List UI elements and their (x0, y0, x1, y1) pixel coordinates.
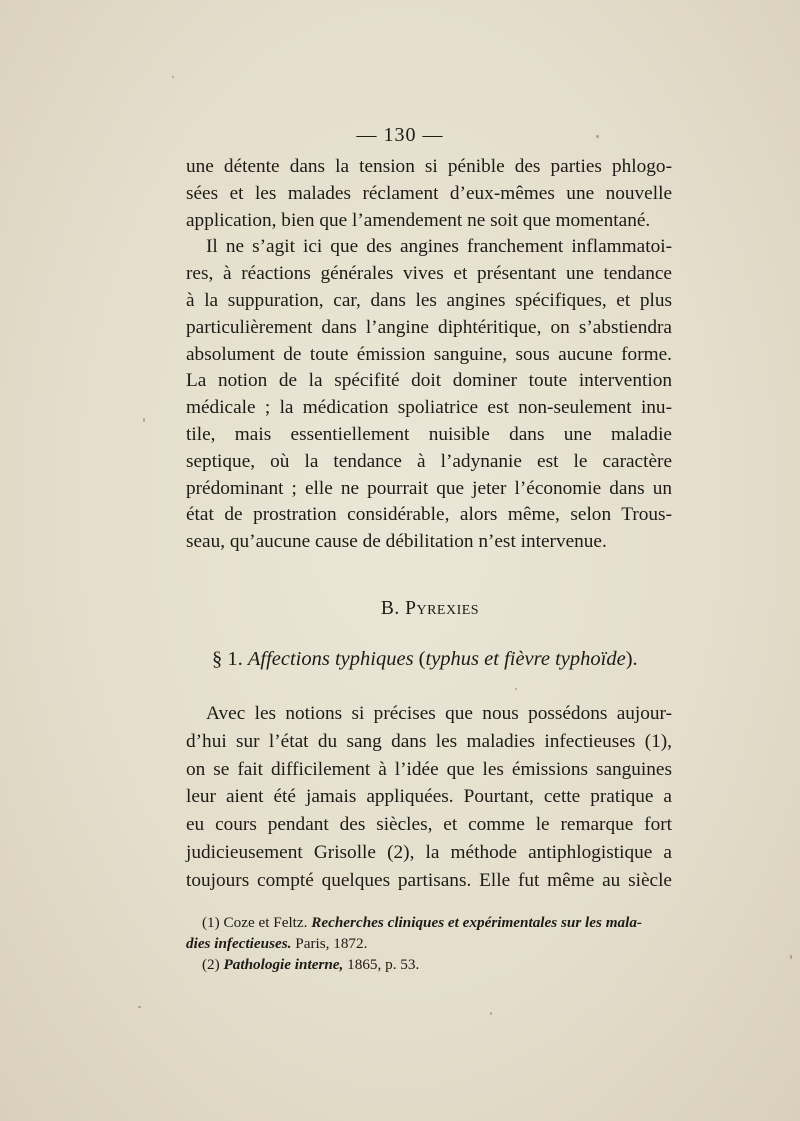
footnote-2 (186, 954, 672, 975)
paper-speck (143, 418, 145, 422)
text-line: leur aient été jamais appliquées. Pourtant, cette pratique a (186, 786, 672, 808)
footnote-1-continued (186, 933, 672, 954)
page-number: — 130 — (356, 124, 444, 146)
footnote-1 (186, 912, 672, 933)
section-heading (0, 598, 800, 620)
footnote-2-title: Pathologie interne, (223, 956, 344, 973)
text-line: absolument de toute émission sanguine, sous aucune forme. (186, 343, 672, 365)
text-line: res, à réactions générales vives et présentant une tendance (186, 263, 672, 285)
footnote-1-title-b: dies infectieuses. (186, 935, 292, 952)
footnote-1-authors: Coze et Feltz. (223, 914, 308, 931)
subsection-subtitle: typhus et fièvre typhoïde (425, 648, 626, 670)
text-line: Avec les notions si précises que nous possédons aujour- (206, 703, 672, 724)
paper-speck (596, 135, 599, 138)
section-letter: B. (380, 598, 400, 619)
footnote-1-title-a: Recherches cliniques et expérimentales sur les mala- (311, 914, 642, 931)
text-line: particulièrement dans l’angine diphtéritique, on s’abstiendra (186, 316, 672, 338)
footnote-2-mark: (2) (202, 956, 220, 973)
text-line: sées et les malades réclament d’eux-mêmes une nouvelle (186, 182, 672, 204)
text-line: toujours compté quelques partisans. Elle fut même au siècle (186, 869, 672, 891)
subsection-title: Affections typhiques (247, 648, 414, 670)
paper-speck (790, 955, 792, 959)
footnote-1-mark: (1) (202, 914, 220, 931)
text-line: eu cours pendant des siècles, et comme le remarque fort (186, 814, 672, 836)
paper-speck (515, 688, 517, 690)
paragraph-angines (186, 154, 672, 556)
text-line: seau, qu’aucune cause de débilitation n’est intervenue. (186, 531, 607, 553)
subsection-number: § 1. (212, 648, 243, 670)
paper-speck (490, 1012, 492, 1015)
section-title: Pyrexies (405, 598, 480, 619)
footnotes (186, 912, 672, 975)
text-line: on se fait difficilement à l’idée que les émissions sanguines (186, 758, 672, 780)
subsection-paren-open: ( (418, 648, 426, 670)
subsection-heading (212, 648, 638, 671)
paper-speck (172, 76, 174, 78)
text-line: tile, mais essentiellement nuisible dans une maladie (186, 423, 672, 445)
text-line: médicale ; la médication spoliatrice est non-seulement inu- (186, 397, 672, 419)
footnote-1-place: Paris, 1872. (295, 935, 368, 952)
text-line: septique, où la tendance à l’adynanie est le caractère (186, 450, 672, 472)
text-line: judicieusement Grisolle (2), la méthode antiphlogistique a (186, 841, 672, 863)
text-line: La notion de la spécifité doit dominer toute intervention (186, 370, 672, 392)
paragraph-typhiques (186, 700, 672, 895)
footnote-2-rest: 1865, p. 53. (347, 956, 420, 973)
text-line: application, bien que l’amendement ne soit que momentané. (186, 209, 651, 231)
text-line: état de prostration considérable, alors même, selon Trous- (186, 504, 672, 526)
subsection-paren-close: ). (625, 648, 638, 670)
text-line: prédominant ; elle ne pourrait que jeter l’économie dans un (186, 477, 672, 499)
text-line: Il ne s’agit ici que des angines franchement inflammatoi- (206, 236, 672, 258)
paper-speck (138, 1006, 141, 1008)
text-line: à la suppuration, car, dans les angines spécifiques, et plus (186, 289, 672, 311)
text-line: une détente dans la tension si pénible des parties phlogo- (186, 156, 672, 177)
text-line: d’hui sur l’état du sang dans les maladies infectieuses (1), (186, 730, 672, 752)
